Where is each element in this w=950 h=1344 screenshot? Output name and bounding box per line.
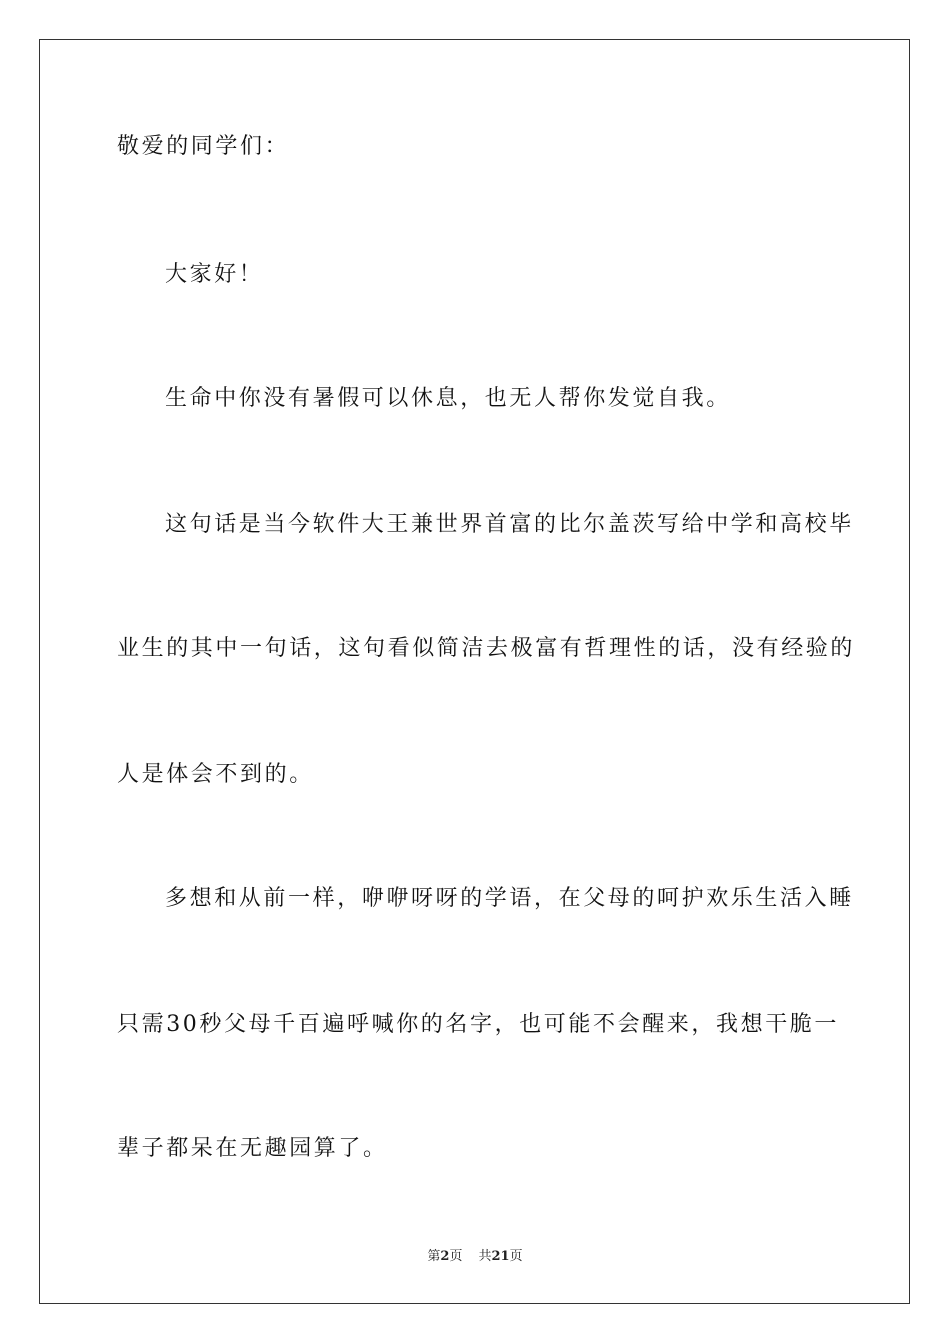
paragraph-line: 人是体会不到的。 <box>117 762 314 787</box>
page-border <box>39 39 910 1304</box>
total-suffix: 页 <box>509 1249 523 1264</box>
paragraph-line: 辈子都呆在无趣园算了。 <box>117 1136 388 1161</box>
page-footer <box>0 1245 950 1264</box>
total-prefix: 共 <box>478 1249 492 1264</box>
greeting: 大家好！ <box>165 262 264 287</box>
paragraph-line: 这句话是当今软件大王兼世界首富的比尔盖茨写给中学和高校毕 <box>165 512 854 537</box>
total-page-count: 21 <box>491 1249 510 1264</box>
paragraph-line: 多想和从前一样，咿咿呀呀的学语，在父母的呵护欢乐生活入睡 <box>165 886 854 911</box>
paragraph-line: 只需30秒父母千百遍呼喊你的名字，也可能不会醒来，我想干脆一 <box>117 1012 839 1037</box>
current-page-number: 2 <box>440 1249 450 1264</box>
page-prefix: 第 <box>427 1249 441 1264</box>
paragraph-line: 业生的其中一句话，这句看似简洁去极富有哲理性的话，没有经验的 <box>117 636 856 661</box>
salutation: 敬爱的同学们： <box>117 134 290 159</box>
page-suffix: 页 <box>449 1249 463 1264</box>
paragraph-line: 生命中你没有暑假可以休息，也无人帮你发觉自我。 <box>165 386 731 411</box>
